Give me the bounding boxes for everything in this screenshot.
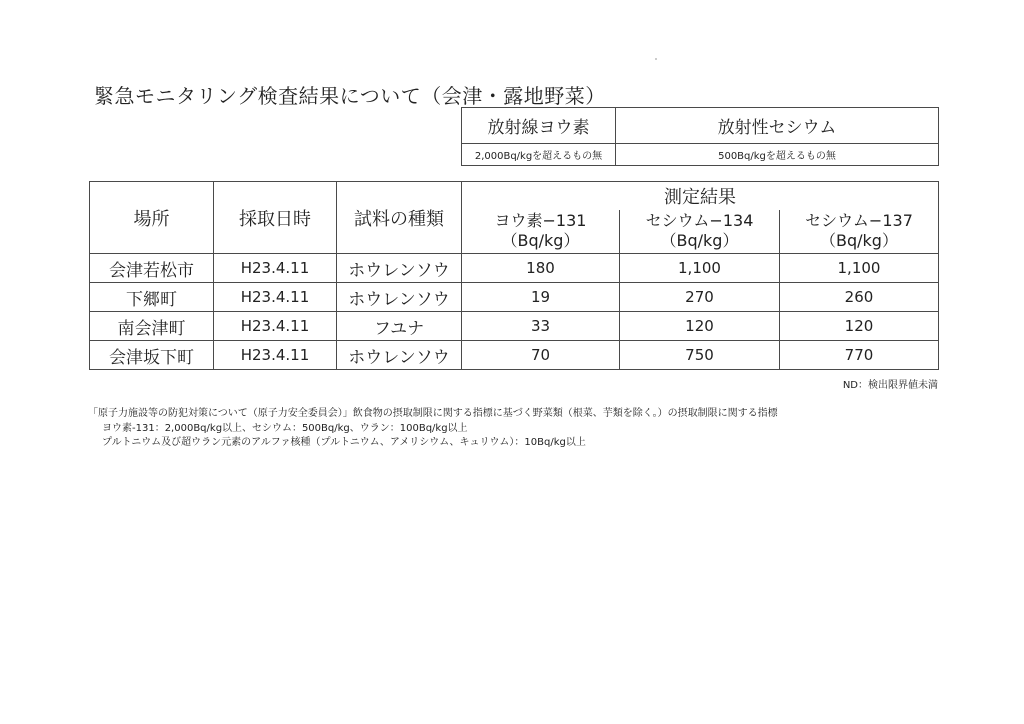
header-iodine-label: ヨウ素−131 <box>494 211 587 231</box>
cell-date: H23.4.11 <box>214 254 337 283</box>
header-place: 場所 <box>90 182 214 254</box>
cell-cs137: 770 <box>780 341 939 370</box>
footer-line-3: プルトニウム及び超ウラン元素のアルファ核種（プルトニウム、アメリシウム、キュリウム）：10Bq/kg以上 <box>102 437 586 448</box>
cell-cs134: 270 <box>620 283 780 312</box>
cell-date: H23.4.11 <box>214 283 337 312</box>
scan-speck <box>655 58 657 60</box>
cell-iodine: 19 <box>462 283 620 312</box>
header-cs134 <box>620 210 780 254</box>
header-iodine <box>462 210 620 254</box>
header-sample: 試料の種類 <box>337 182 462 254</box>
footer-notes <box>88 407 778 451</box>
footer-line-1: 「原子力施設等の防犯対策について（原子力安全委員会）」飲食物の摂取制限に関する指標に基づく野菜類（根菜、芋類を除く。）の摂取制限に関する指標 <box>88 408 778 419</box>
results-table <box>89 181 939 370</box>
cell-place: 下郷町 <box>90 283 214 312</box>
cell-sample: ホウレンソウ <box>337 254 462 283</box>
cell-sample: フユナ <box>337 312 462 341</box>
table-row <box>90 341 939 370</box>
header-date: 採取日時 <box>214 182 337 254</box>
cell-sample: ホウレンソウ <box>337 283 462 312</box>
table-row <box>90 254 939 283</box>
cell-place: 会津若松市 <box>90 254 214 283</box>
summary-iodine-header: 放射線ヨウ素 <box>462 108 616 144</box>
header-measurement: 測定結果 <box>462 182 939 210</box>
cell-sample: ホウレンソウ <box>337 341 462 370</box>
table-row <box>90 312 939 341</box>
header-cs134-unit: （Bq/kg） <box>660 231 739 251</box>
summary-cesium-header: 放射性セシウム <box>616 108 939 144</box>
header-iodine-unit: （Bq/kg） <box>501 231 580 251</box>
table-row <box>90 283 939 312</box>
summary-table <box>461 107 939 166</box>
cell-cs137: 1,100 <box>780 254 939 283</box>
summary-cesium-note: 500Bq/kgを超えるもの無 <box>616 144 939 166</box>
cell-date: H23.4.11 <box>214 341 337 370</box>
cell-cs134: 120 <box>620 312 780 341</box>
cell-place: 会津坂下町 <box>90 341 214 370</box>
cell-iodine: 33 <box>462 312 620 341</box>
header-cs134-label: セシウム−134 <box>645 211 754 231</box>
cell-place: 南会津町 <box>90 312 214 341</box>
cell-cs137: 260 <box>780 283 939 312</box>
page-title: 緊急モニタリング検査結果について（会津・露地野菜） <box>94 84 606 108</box>
cell-cs134: 750 <box>620 341 780 370</box>
cell-cs134: 1,100 <box>620 254 780 283</box>
header-cs137-label: セシウム−137 <box>805 211 913 231</box>
cell-iodine: 180 <box>462 254 620 283</box>
cell-date: H23.4.11 <box>214 312 337 341</box>
header-cs137 <box>780 210 939 254</box>
cell-cs137: 120 <box>780 312 939 341</box>
footer-line-2: ヨウ素-131：2,000Bq/kg以上、セシウム：500Bq/kg、ウラン：100Bq/kg以上 <box>102 422 468 434</box>
nd-note: ND：検出限界値未満 <box>842 380 938 391</box>
summary-iodine-note: 2,000Bq/kgを超えるもの無 <box>462 144 616 166</box>
header-cs137-unit: （Bq/kg） <box>820 231 898 251</box>
cell-iodine: 70 <box>462 341 620 370</box>
